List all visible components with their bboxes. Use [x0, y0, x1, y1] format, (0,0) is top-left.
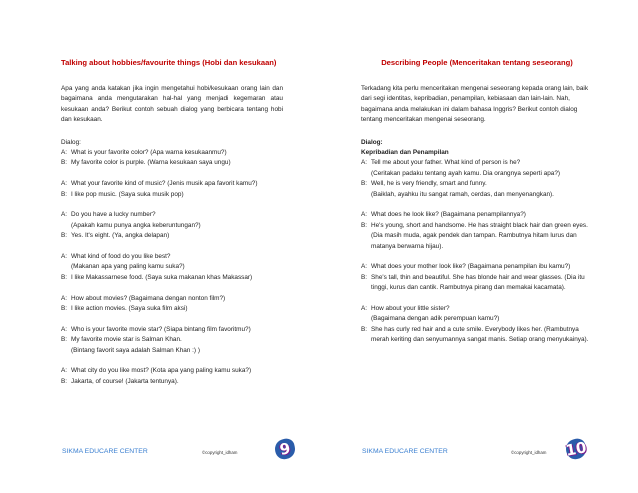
dialog-exchange — [61, 252, 283, 283]
speaker-label: A: — [361, 305, 368, 313]
dialog-translation: (Bintang favorit saya adalah Salman Khan :) ) — [71, 346, 200, 354]
dialog-line-b — [61, 158, 283, 168]
left-content — [61, 58, 283, 398]
right-page-number-badge — [564, 437, 590, 461]
speaker-label: B: — [361, 221, 368, 229]
right-page-title: Describing People (Menceritakan tentang seseorang) — [381, 58, 573, 67]
left-intro-paragraph: Apa yang anda katakan jika ingin mengetahui hobi/kesukaan orang lain dan bagaimana anda mengutarakan hal-hal yang menjadi kegemaran atau kesukaan anda? Berikut contoh sebuah dialog yang berbicara tentang hobi dan kesukaan. — [61, 85, 283, 124]
dialog-text: He's young, short and handsome. He has straight black hair dan green eyes. (Dia masih muda, agak pendek dan tampan. Rambutnya hitam lurus dan matanya berwarna hijau). — [371, 221, 588, 250]
left-page-title: Talking about hobbies/favourite things (Hobi dan kesukaan) — [61, 58, 277, 67]
right-copyright: ©copyright_idham — [511, 450, 547, 455]
dialog-exchange — [61, 179, 283, 200]
dialog-exchange — [61, 210, 283, 241]
dialog-text: Jakarta, of course! (Jakarta tentunya). — [71, 377, 179, 385]
dialog-line-a — [61, 148, 283, 158]
dialog-text: Who is your favorite movie star? (Siapa bintang film favoritmu?) — [71, 325, 251, 333]
right-dialog — [361, 158, 593, 345]
dialog-text: What does he look like? (Bagaimana penampilannya?) — [371, 211, 526, 219]
dialog-translation: (Bagaimana dengan adik perempuan kamu?) — [371, 315, 500, 323]
dialog-line-b — [61, 273, 283, 283]
dialog-line-a — [61, 366, 283, 376]
dialog-text: What is your favorite color? (Apa warna kesukaanmu?) — [71, 149, 227, 157]
speaker-label: B: — [61, 190, 68, 198]
left-page-number: 9 — [278, 439, 292, 459]
right-intro-paragraph: Terkadang kita perlu menceritakan mengenai seseorang kepada orang lain, baik dari segi identitas, kepribadian, penampilan, kebiasaan dan lain-lain. Nah, bagaimana anda melakukan ini dalam bahasa Inggris? Berikut contoh dialog tentang menceritakan mengenai seseorang. — [361, 85, 589, 124]
speaker-label: B: — [61, 232, 68, 240]
speaker-label: B: — [361, 273, 368, 281]
dialog-exchange — [61, 294, 283, 315]
speaker-label: A: — [61, 294, 68, 302]
speaker-label: A: — [361, 263, 368, 271]
speaker-label: A: — [361, 159, 368, 167]
left-dialog-label: Dialog: — [61, 138, 81, 146]
left-footer-brand: SIKMA EDUCARE CENTER — [62, 448, 148, 455]
dialog-line-a — [61, 252, 283, 262]
dialog-line-b — [61, 231, 283, 241]
dialog-text: My favorite color is purple. (Warna kesukaan saya ungu) — [71, 159, 231, 167]
dialog-exchange — [361, 158, 593, 200]
dialog-line-b — [361, 221, 593, 252]
dialog-text: How about movies? (Bagaimana dengan nonton film?) — [71, 294, 226, 302]
dialog-text: I like Makassarnese food. (Saya suka makanan khas Makassar) — [71, 273, 253, 281]
dialog-text: Do you have a lucky number? — [71, 211, 156, 219]
dialog-translation: (Apakah kamu punya angka keberuntungan?) — [71, 221, 201, 229]
dialog-text: My favorite movie star is Salman Khan. — [71, 336, 182, 344]
dialog-text: What city do you like most? (Kota apa yang paling kamu suka?) — [71, 367, 252, 375]
speaker-label: A: — [61, 325, 68, 333]
speaker-label: B: — [61, 159, 68, 167]
left-copyright: ©copyright_idham — [202, 450, 238, 455]
dialog-line-a — [361, 304, 593, 314]
dialog-text: Yes. It's eight. (Ya, angka delapan) — [71, 232, 170, 240]
dialog-line-b — [361, 273, 593, 294]
speaker-label: A: — [61, 367, 68, 375]
dialog-text: I like action movies. (Saya suka film aksi) — [71, 305, 188, 313]
dialog-line-b — [61, 190, 283, 200]
dialog-text: She's tall, thin and beautiful. She has blonde hair and wear glasses. (Dia itu tinggi, kurus dan cantik. Rambutnya pirang dan memakai kacamata). — [371, 273, 585, 292]
dialog-line-a — [61, 294, 283, 304]
dialog-line-a — [361, 158, 593, 168]
dialog-exchange — [61, 366, 283, 387]
dialog-text: What your favorite kind of music? (Jenis musik apa favorit kamu?) — [71, 180, 258, 188]
dialog-line-a — [361, 210, 593, 220]
dialog-text: Tell me about your father. What kind of person is he? — [371, 159, 521, 167]
left-page-number-badge — [273, 437, 299, 461]
left-dialog — [61, 148, 283, 387]
dialog-line-a — [61, 179, 283, 189]
dialog-exchange — [361, 210, 593, 252]
right-footer-brand: SIKMA EDUCARE CENTER — [362, 448, 448, 455]
dialog-translation: (Baiklah, ayahku itu sangat ramah, cerdas, dan menyenangkan). — [371, 190, 554, 198]
dialog-exchange — [361, 262, 593, 293]
speaker-label: A: — [61, 149, 68, 157]
speaker-label: B: — [61, 273, 68, 281]
right-dialog-subheading: Kepribadian dan Penampilan — [361, 149, 449, 157]
speaker-label: B: — [61, 336, 68, 344]
speaker-label: B: — [361, 180, 368, 188]
speaker-label: B: — [61, 305, 68, 313]
dialog-exchange — [61, 325, 283, 356]
right-content — [361, 58, 593, 356]
dialog-line-b — [361, 179, 593, 189]
right-dialog-label: Dialog: — [361, 138, 383, 146]
dialog-exchange — [361, 304, 593, 346]
speaker-label: A: — [361, 211, 368, 219]
dialog-text: She has curly red hair and a cute smile. Everybody likes her. (Rambutnya merah keriting dan senyumannya sangat manis. Setiap orang menyukainya). — [371, 325, 589, 344]
dialog-text: Well, he is very friendly, smart and funny. — [371, 180, 487, 188]
dialog-line-a — [61, 325, 283, 335]
dialog-line-a — [61, 210, 283, 220]
speaker-label: B: — [361, 325, 368, 333]
dialog-text: What does your mother look like? (Bagaimana penampilan ibu kamu?) — [371, 263, 571, 271]
dialog-translation: (Makanan apa yang paling kamu suka?) — [71, 263, 185, 271]
speaker-label: B: — [61, 377, 68, 385]
dialog-text: How about your little sister? — [371, 305, 450, 313]
dialog-text: What kind of food do you like best? — [71, 253, 171, 261]
speaker-label: A: — [61, 180, 68, 188]
dialog-line-b — [61, 304, 283, 314]
right-page — [319, 0, 638, 493]
dialog-line-b — [61, 335, 283, 345]
dialog-line-a — [361, 262, 593, 272]
dialog-line-b — [61, 377, 283, 387]
speaker-label: A: — [61, 211, 68, 219]
right-page-number: 10 — [564, 438, 588, 460]
dialog-text: I like pop music. (Saya suka musik pop) — [71, 190, 184, 198]
dialog-line-b — [361, 325, 593, 346]
dialog-exchange — [61, 148, 283, 169]
speaker-label: A: — [61, 253, 68, 261]
dialog-translation: (Ceritakan padaku tentang ayah kamu. Dia orangnya seperti apa?) — [371, 169, 560, 177]
